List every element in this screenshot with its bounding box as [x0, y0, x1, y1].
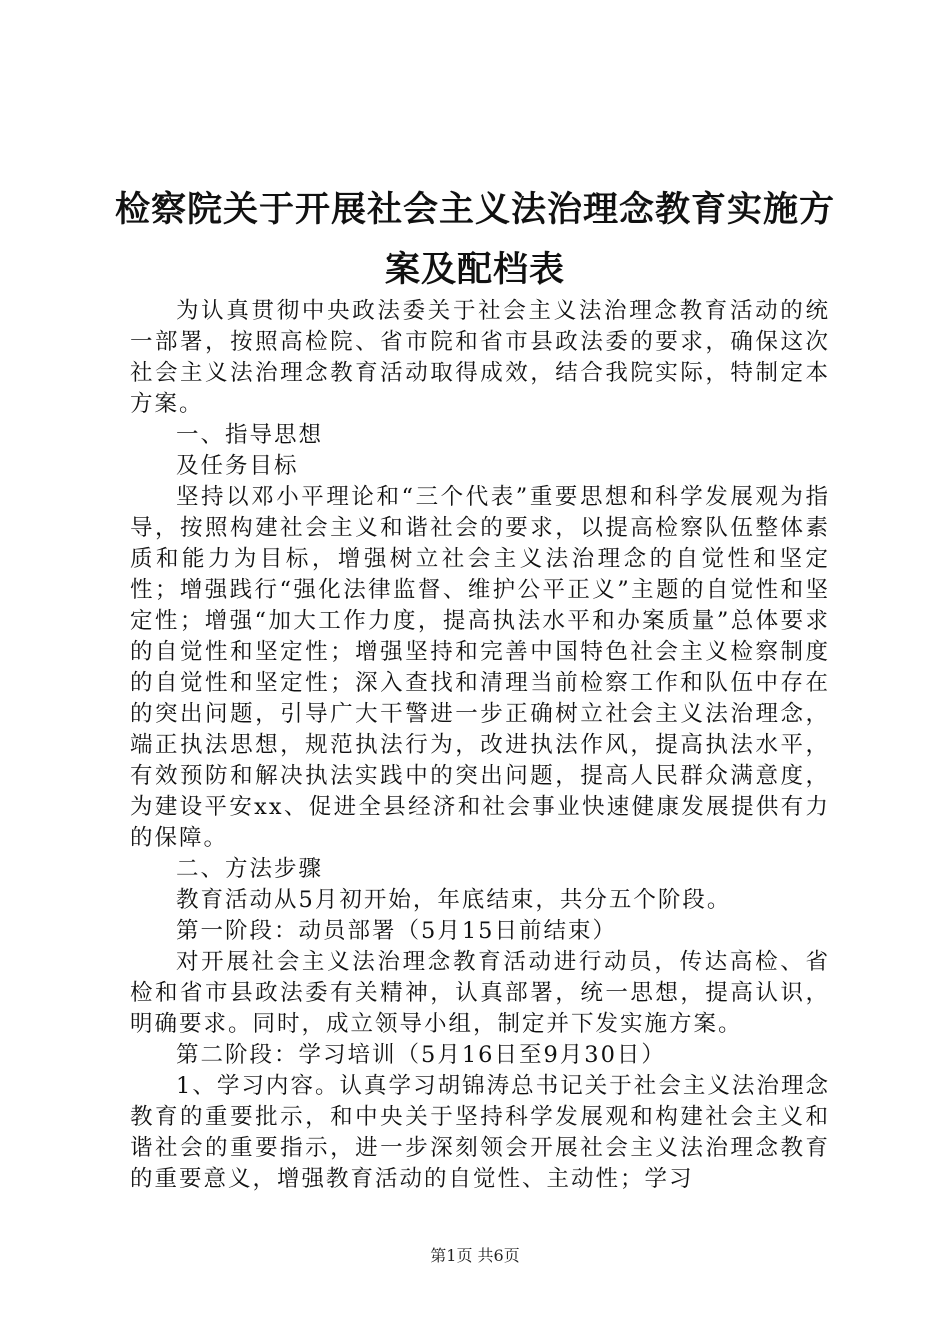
guiding-ideology-paragraph: 坚持以邓小平理论和“三个代表”重要思想和科学发展观为指导，按照构建社会主义和谐社会的要求，以提高检察队伍整体素质和能力为目标，增强树立社会主义法治理念的自觉性和坚定性；增强践行“强化法律监督、维护公平正义”主题的自觉性和坚定性；增强“加大工作力度，提高执法水平和办案质量”总体要求的自觉性和坚定性；增强坚持和完善中国特色社会主义检察制度的自觉性和坚定性；深入查找和清理当前检察工作和队伍中存在的突出问题，引导广大干警进一步正确树立社会主义法治理念，端正执法思想，规范执法行为，改进执法作风，提高执法水平，有效预防和解决执法实践中的突出问题，提高人民群众满意度，为建设平安xx、促进全县经济和社会事业快速健康发展提供有力的保障。 [130, 484, 830, 851]
page-footer: 第1页 共6页 [430, 1246, 520, 1265]
document-title-line-1: 检察院关于开展社会主义法治理念教育实施方 [114, 189, 835, 230]
intro-paragraph: 为认真贯彻中央政法委关于社会主义法治理念教育活动的统一部署，按照高检院、省市院和省市县政法委的要求，确保这次社会主义法治理念教育活动取得成效，结合我院实际，特制定本方案。 [130, 298, 830, 417]
section-heading-methods-steps: 二、方法步骤 [176, 856, 324, 882]
stage-one-heading: 第一阶段：动员部署（5月15日前结束） [176, 918, 617, 944]
study-content-paragraph: 1、学习内容。认真学习胡锦涛总书记关于社会主义法治理念教育的重要批示，和中央关于坚持科学发展观和构建社会主义和谐社会的重要指示，进一步深刻领会开展社会主义法治理念教育的重要意义，增强教育活动的自觉性、主动性；学习 [130, 1073, 830, 1192]
section-heading-task-goals: 及任务目标 [176, 453, 299, 479]
stage-one-paragraph: 对开展社会主义法治理念教育活动进行动员，传达高检、省检和省市县政法委有关精神，认真部署，统一思想，提高认识，明确要求。同时，成立领导小组，制定并下发实施方案。 [130, 949, 830, 1037]
document-title-line-2: 案及配档表 [384, 249, 565, 290]
stage-two-heading: 第二阶段：学习培训（5月16日至9月30日） [176, 1042, 666, 1068]
section-heading-guiding-ideology: 一、指导思想 [176, 422, 324, 448]
document-body [130, 296, 830, 1195]
stages-overview-paragraph: 教育活动从5月初开始，年底结束，共分五个阶段。 [176, 887, 732, 913]
